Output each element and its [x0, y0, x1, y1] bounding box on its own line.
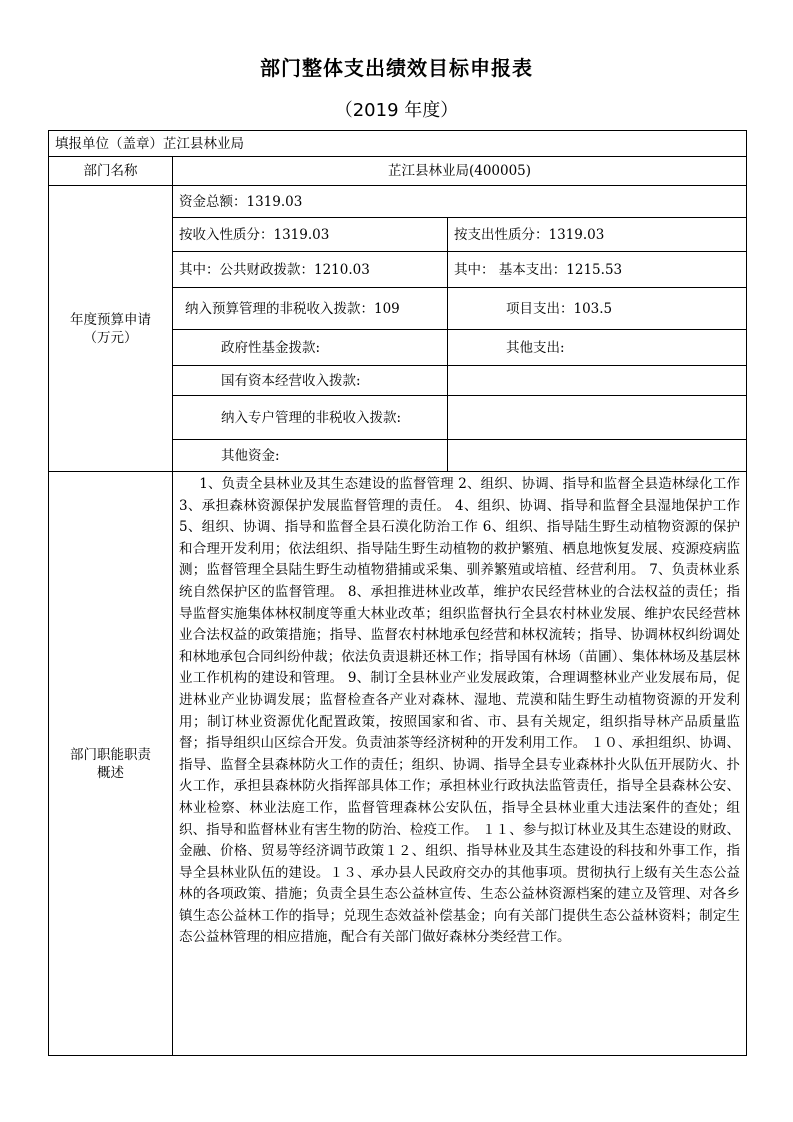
by-expense: 按支出性质分：1319.03	[448, 218, 747, 252]
nontax-special: 纳入专户管理的非税收入拨款:	[221, 409, 402, 426]
unit-line: 填报单位（盖章）芷江县林业局	[49, 131, 747, 157]
unit-row	[49, 131, 747, 157]
performance-form-table	[48, 130, 747, 1056]
duty-description: 1、负责全县林业及其生态建设的监督管理 2、组织、协调、指导和监督全县造林绿化工作 3、承担森林资源保护发展监督管理的责任。 4、组织、协调、指导和监督全县湿地保护工作 5、组织、协调、指导和监督全县石漠化防治工作 6、组织、指导陆生野生动植物资源的保护和合理开发利用；依法组织、指导陆生野生动植物的救护繁殖、栖息地恢复发展、疫源疫病监测；监督管理全县陆生野生动植物猎捕或采集、驯养繁殖或培植、经营利用。 7、负责林业系统自然保护区的监督管理。 8、承担推进林业改革，维护农民经营林业的合法权益的责任；指导监督实施集体林权制度等重大林业改革；组织监督执行全县农村林业发展、维护农民经营林业合法权益的政策措施；指导、监督农村林地承包经营和林权流转；指导、协调林权纠纷调处和林地承包合同纠纷仲裁；依法负责退耕还林工作；指导国有林场（苗圃）、集体林场及基层林业工作机构的建设和管理。 9、制订全县林业产业发展政策，合理调整林业产业发展布局，促进林业产业协调发展；监督检查各产业对森林、湿地、荒漠和陆生野生动植物资源的开发利用；制订林业资源优化配置政策，按照国家和省、市、县有关规定，组织指导林产品质量监督；指导组织山区综合开发。负责油茶等经济树种的开发利用工作。 １０、承担组织、协调、指导、监督全县森林防火工作的责任；组织、协调、指导全县专业森林扑火队伍开展防火、扑火工作，承担县森林防火指挥部具体工作；承担林业行政执法监管责任，指导全县森林公安、林业检察、林业法庭工作，监督管理森林公安队伍，指导全县林业重大违法案件的查处；组织、指导和监督林业有害生物的防治、检疫工作。 １１、参与拟订林业及其生态建设的财政、金融、价格、贸易等经济调节政策１２、组织、指导林业及其生态建设的科技和外事工作，指导全县林业队伍的建设。１３、承办县人民政府交办的其他事项。贯彻执行上级有关生态公益林的各项政策、措施；负责全县生态公益林宣传、生态公益林资源档案的建立及管理、对各乡镇生态公益林工作的指导；兑现生态效益补偿基金；向有关部门提供生态公益林资料；制定生态公益林管理的相应措施，配合有关部门做好森林分类经营工作。	[173, 472, 747, 1056]
state-capital: 国有资本经营收入拨款:	[173, 366, 448, 396]
budget-label-line2: （万元）	[83, 329, 138, 346]
basic-expense: 其中： 基本支出：1215.53	[448, 252, 747, 288]
document-year: （2019 年度）	[334, 100, 459, 121]
nontax-special-cell	[173, 396, 448, 440]
gov-fund: 政府性基金拨款:	[173, 330, 448, 366]
duty-label-cell	[49, 472, 173, 1056]
dept-label: 部门名称	[49, 157, 173, 186]
public-finance: 其中：公共财政拨款：1210.03	[173, 252, 448, 288]
project-expense: 项目支出：103.5	[448, 288, 747, 330]
total-funds: 资金总额：1319.03	[173, 186, 747, 218]
dept-value: 芷江县林业局(400005)	[173, 157, 747, 186]
by-income: 按收入性质分：1319.03	[173, 218, 448, 252]
budget-label-cell	[49, 186, 173, 472]
total-funds-row	[49, 186, 747, 218]
duty-row	[49, 472, 747, 1056]
budget-label-line1: 年度预算申请	[70, 311, 151, 328]
other-expense: 其他支出:	[448, 330, 747, 366]
dept-row	[49, 157, 747, 186]
nontax-budget: 纳入预算管理的非税收入拨款：109	[173, 288, 448, 330]
other-funds: 其他资金:	[173, 440, 448, 472]
duty-label-line2: 概述	[97, 764, 124, 781]
duty-label-line1: 部门职能职责	[70, 746, 151, 763]
document-title: 部门整体支出绩效目标申报表	[260, 56, 533, 80]
